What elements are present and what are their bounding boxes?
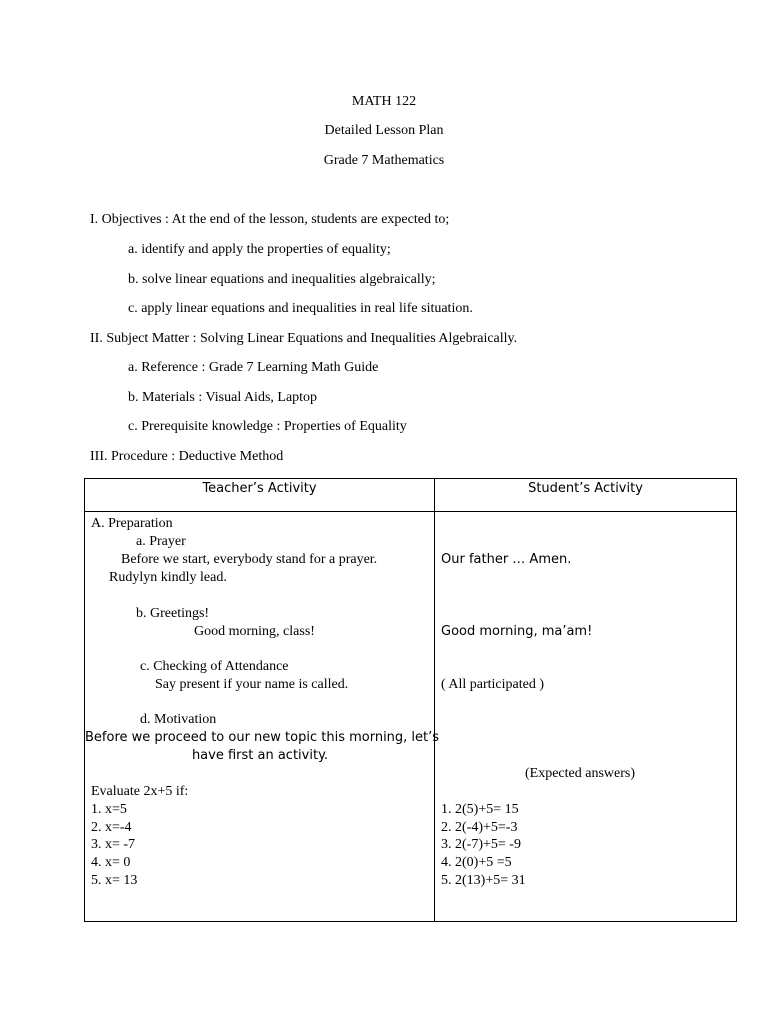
expected-answers-label: (Expected answers)	[525, 766, 636, 781]
evaluate-item: 2. x=-4	[91, 820, 132, 835]
answer-item: 4. 2(0)+5 =5	[441, 855, 512, 870]
answer-item: 3. 2(-7)+5= -9	[441, 837, 521, 852]
subject-matter-item: b. Materials : Visual Aids, Laptop	[128, 390, 318, 405]
evaluate-item: 1. x=5	[91, 802, 127, 817]
procedure-heading: III. Procedure : Deductive Method	[90, 449, 284, 464]
motivation-line: have first an activity.	[191, 748, 329, 763]
student-activity-cell	[435, 512, 737, 922]
answer-item: 5. 2(13)+5= 31	[441, 873, 526, 888]
greetings-label: b. Greetings!	[136, 606, 210, 621]
teacher-activity-cell	[85, 512, 440, 922]
table-row	[85, 512, 737, 922]
objective-item: b. solve linear equations and inequalities algebraically;	[128, 272, 436, 287]
subject-matter-item: a. Reference : Grade 7 Learning Math Guide	[128, 360, 379, 375]
objectives-heading: I. Objectives : At the end of the lesson, students are expected to;	[90, 212, 450, 227]
motivation-line: Before we proceed to our new topic this morning, let’s	[85, 730, 440, 745]
teacher-column-label: Teacher’s Activity	[202, 481, 317, 496]
document-title: Detailed Lesson Plan	[324, 123, 444, 138]
answer-item: 1. 2(5)+5= 15	[441, 802, 519, 817]
prayer-label: a. Prayer	[136, 534, 186, 549]
activity-table	[84, 478, 737, 922]
course-code: MATH 122	[351, 94, 417, 109]
objective-item: a. identify and apply the properties of equality;	[128, 242, 391, 257]
attendance-reply: ( All participated )	[441, 677, 545, 692]
attendance-text: Say present if your name is called.	[155, 677, 349, 692]
prayer-leader: Rudylyn kindly lead.	[109, 570, 227, 585]
prayer-instruction: Before we start, everybody stand for a prayer.	[121, 552, 378, 567]
motivation-label: d. Motivation	[140, 712, 217, 727]
answer-item: 2. 2(-4)+5=-3	[441, 820, 518, 835]
evaluate-item: 3. x= -7	[91, 837, 136, 852]
prayer-reply: Our father … Amen.	[441, 552, 572, 567]
subject-matter-item: c. Prerequisite knowledge : Properties of Equality	[128, 419, 407, 434]
student-column-header	[435, 479, 737, 512]
attendance-label: c. Checking of Attendance	[140, 659, 289, 674]
subject-matter-heading: II. Subject Matter : Solving Linear Equations and Inequalities Algebraically.	[90, 331, 518, 346]
evaluate-item: 5. x= 13	[91, 873, 138, 888]
student-column-label: Student’s Activity	[528, 481, 643, 496]
objective-item: c. apply linear equations and inequalities in real life situation.	[128, 301, 473, 316]
greetings-text: Good morning, class!	[194, 624, 315, 639]
teacher-column-header	[85, 479, 435, 512]
preparation-label: A. Preparation	[91, 516, 173, 531]
table-header-row	[85, 479, 737, 512]
evaluate-item: 4. x= 0	[91, 855, 131, 870]
greetings-reply: Good morning, ma’am!	[441, 624, 593, 639]
evaluate-prompt: Evaluate 2x+5 if:	[91, 784, 189, 799]
grade-level: Grade 7 Mathematics	[323, 153, 445, 168]
